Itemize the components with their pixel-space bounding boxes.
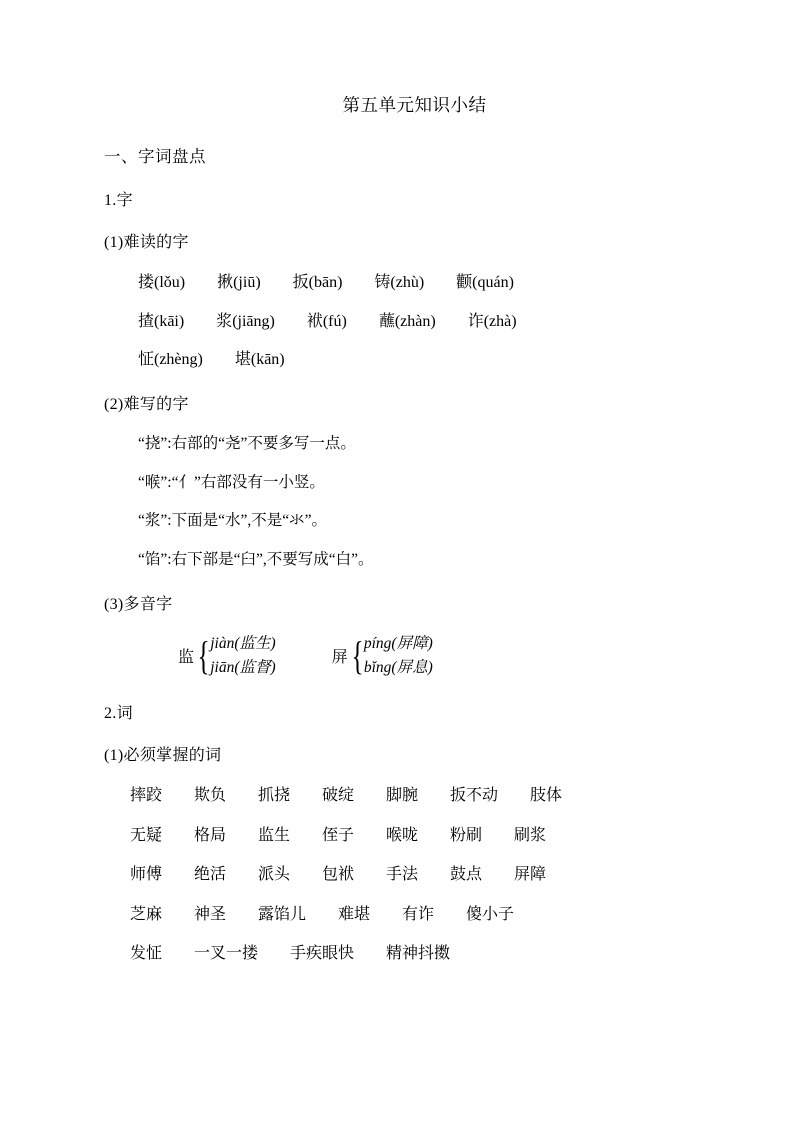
polyphone-character: 屏: [331, 649, 348, 667]
subsection-heading-words: 2.词: [104, 705, 133, 722]
word-line: 师傅 绝活 派头 包袱 手法 鼓点 屏障: [130, 866, 547, 884]
hard-to-write-note: “馅”:右下部是“臼”,不要写成“白”。: [138, 551, 374, 569]
subsection-heading-characters: 1.字: [104, 192, 133, 209]
hard-to-read-line: 怔(zhèng) 堪(kān): [138, 351, 285, 369]
subheading-hard-to-write: (2)难写的字: [104, 395, 189, 413]
polyphone-reading: píng(屏障): [363, 634, 433, 652]
polyphone-reading: jiàn(监生): [210, 634, 276, 652]
hard-to-write-note: “挠”:右部的“尧”不要多写一点。: [138, 434, 356, 452]
hard-to-read-line: 搂(lǒu) 揪(jiū) 扳(bān) 铸(zhù) 颧(quán): [138, 274, 514, 291]
hard-to-write-list: [104, 432, 715, 573]
subheading-hard-to-read: (1)难读的字: [104, 234, 189, 251]
section-heading-ziciinventory: 一、字词盘点: [104, 147, 206, 166]
hard-to-read-list: [104, 270, 715, 373]
polyphone-character: 监: [178, 649, 195, 667]
polyphone-readings: [210, 632, 275, 680]
word-line: 发怔 一叉一搂 手疾眼快 精神抖擞: [130, 945, 451, 963]
polyphone-reading: jiān(监督): [210, 658, 276, 676]
hard-to-read-line: 揸(kāi) 浆(jiāng) 袱(fú) 蘸(zhàn) 诈(zhà): [138, 312, 517, 330]
page-title: 第五单元知识小结: [342, 95, 487, 115]
word-line: 无疑 格局 监生 侄子 喉咙 粉刷 刷浆: [130, 826, 547, 844]
subheading-polyphones: (3)多音字: [104, 595, 173, 613]
must-master-word-list: [104, 783, 715, 967]
polyphone-entry: [332, 632, 433, 680]
polyphone-group: [104, 632, 715, 680]
hard-to-write-note: “喉”:“亻”右部没有一小竖。: [138, 473, 325, 491]
polyphone-readings: [364, 632, 433, 680]
word-line: 芝麻 神圣 露馅儿 难堪 有诈 傻小子: [130, 905, 515, 923]
polyphone-entry: [178, 632, 276, 680]
polyphone-reading: bǐng(屏息): [363, 658, 433, 676]
word-line: 摔跤 欺负 抓挠 破绽 脚腕 扳不动 肢体: [130, 787, 563, 804]
hard-to-write-note: “浆”:下面是“水”,不是“氺”。: [138, 512, 327, 530]
subheading-must-master-words: (1)必须掌握的词: [104, 747, 222, 764]
brace-icon: {: [197, 632, 210, 678]
brace-icon: {: [351, 632, 364, 678]
